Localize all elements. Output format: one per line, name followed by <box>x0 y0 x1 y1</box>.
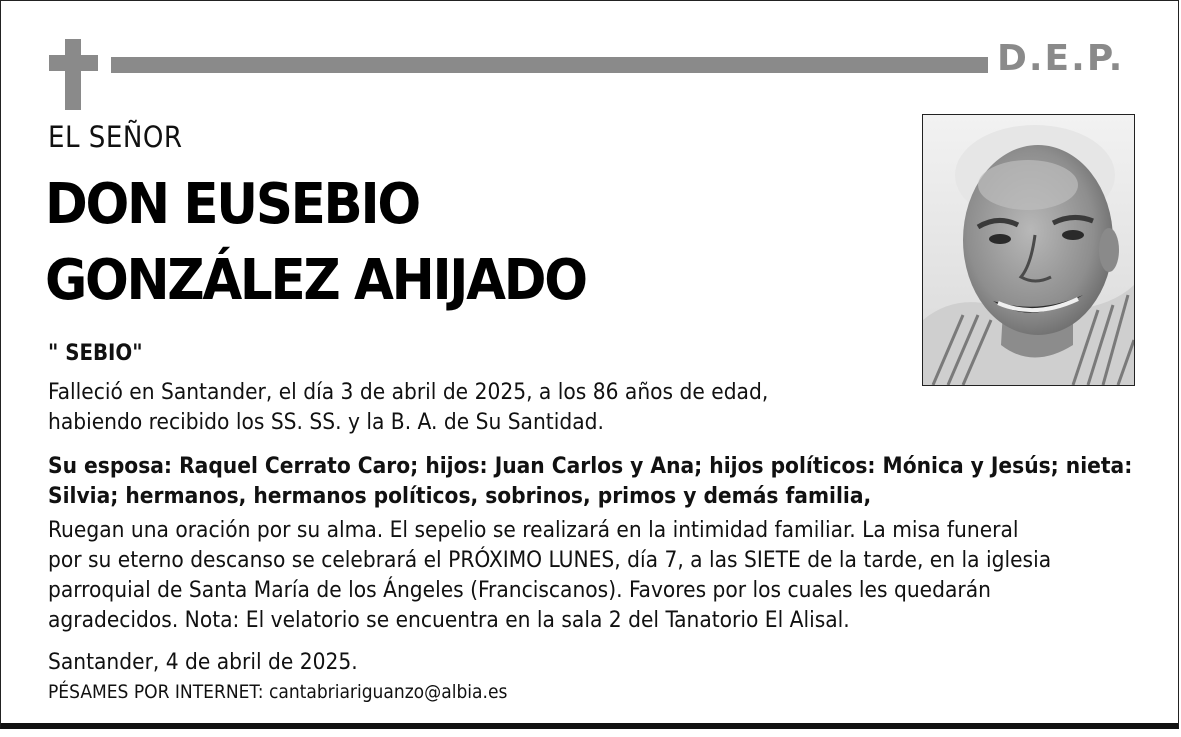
text-line: Ruegan una oración por su alma. El sepelio se realizará en la intimidad familiar. La misa funeral <box>48 517 1019 543</box>
cross-icon <box>65 39 81 110</box>
portrait-image <box>923 115 1134 385</box>
title-prefix: EL SEÑOR <box>48 120 183 154</box>
text-line: Falleció en Santander, el día 3 de abril de 2025, a los 86 años de edad, <box>48 379 769 405</box>
death-notice <box>48 377 768 437</box>
text-line: agradecidos. Nota: El velatorio se encuentra en la sala 2 del Tanatorio El Alisal. <box>48 607 850 633</box>
name-line: DON EUSEBIO <box>45 172 419 237</box>
cross-icon-bar <box>49 55 98 71</box>
text-line: parroquial de Santa María de los Ángeles (Franciscanos). Favores por los cuales les quedarán <box>48 577 991 603</box>
text-line: Silvia; hermanos, hermanos políticos, sobrinos, primos y demás familia, <box>48 483 872 509</box>
nickname: " SEBIO" <box>48 341 143 366</box>
funeral-request <box>48 515 1051 635</box>
text-line: habiendo recibido los SS. SS. y la B. A. de Su Santidad. <box>48 409 604 435</box>
place-date: Santander, 4 de abril de 2025. <box>48 649 358 675</box>
text-line: por su eterno descanso se celebrará el PRÓXIMO LUNES, día 7, a las SIETE de la tarde, en la iglesia <box>48 547 1052 573</box>
family-list <box>48 451 1132 511</box>
condolences-contact: PÉSAMES POR INTERNET: cantabriariguanzo@albia.es <box>48 681 508 703</box>
name-line: GONZÁLEZ AHIJADO <box>45 248 586 313</box>
dep-label: D.E.P. <box>997 38 1125 79</box>
header-rule <box>111 57 988 73</box>
portrait-photo <box>922 114 1135 386</box>
text-line: Su esposa: Raquel Cerrato Caro; hijos: Juan Carlos y Ana; hijos políticos: Mónica y Jesús; nieta: <box>48 453 1133 479</box>
deceased-name <box>45 167 586 319</box>
